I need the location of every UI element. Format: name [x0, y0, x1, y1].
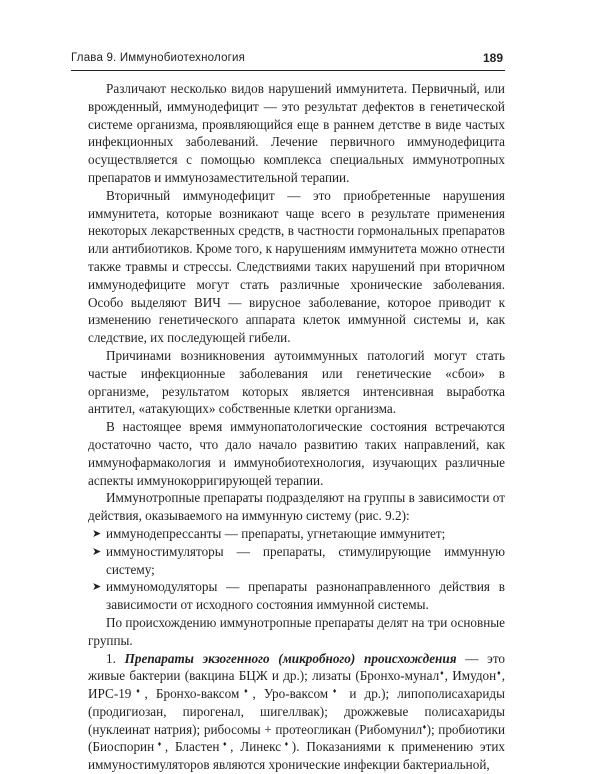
item-number: 1. — [106, 651, 116, 666]
paragraph-secondary-immunodeficiency: Вторичный иммунодефицит — это приобретенные нарушения иммунитета, которые возникают чаще всего в результате применения некоторых лекарственных средств, в частности гормональных препаратов или антибиотиков. Кроме того, к нарушениям иммунитета можно отнести также травмы и стрессы. Следствиями таких нарушений при вторичном иммунодефиците могут стать различные хронические заболевания. Особо выделяют ВИЧ — вирусное заболевание, которое приводит к изменению генетического аппарата клеток иммунной системы и, как следствие, их последующей гибели. — [88, 187, 505, 347]
header-rule — [71, 70, 505, 71]
immunotropic-list — [88, 525, 505, 614]
page-number: 189 — [483, 51, 503, 65]
list-item — [88, 543, 505, 579]
arrowhead-bullet-icon: ➤ — [92, 578, 101, 596]
arrowhead-bullet-icon: ➤ — [92, 543, 101, 561]
registered-mark: ♦ — [131, 687, 144, 695]
list-item — [88, 578, 505, 614]
emphasis-heading: Препараты экзогенного (микробного) происхождения — [125, 651, 457, 666]
registered-mark: ♦ — [239, 687, 252, 695]
registered-mark: ♦ — [154, 740, 165, 748]
registered-mark: ♦ — [219, 740, 230, 748]
paragraph-immunopathology: В настоящее время иммунопатологические состояния встречаются достаточно часто, что дало начало развитию таких направлений, как иммунофармакология и иммунобиотехнология, изучающих различные аспекты иммунокорригирующей терапии. — [88, 418, 505, 489]
running-header — [71, 48, 505, 70]
arrowhead-bullet-icon: ➤ — [92, 525, 101, 543]
chapter-title: Глава 9. Иммунобиотехнология — [71, 52, 245, 64]
registered-mark: ♦ — [439, 669, 444, 677]
registered-mark: ♦ — [422, 723, 426, 731]
list-item — [88, 525, 505, 543]
registered-mark: ♦ — [328, 687, 341, 695]
paragraph-exogenous-preparations: 1. Препараты экзогенного (микробного) происхождения — это живые бактерии (вакцина БЦЖ и др.); лизаты (Бронхо-мунал♦, Имудон♦, ИРС-19♦, Бронхо-ваксом♦, Уро-ваксом♦ и др.); липополисахариды (продигиозан, пирогенал, шигеллвак); дрожжевые полисахариды (нуклеинат натрия); рибосомы + протеогликан (Рибомунил♦); пробиотики (Биоспорин♦, Бластен♦, Линекс♦). Показаниями к применению этих иммуностимуляторов являются хронические инфекции бактериальной, — [88, 650, 505, 774]
paragraph-autoimmune: Причинами возникновения аутоиммунных патологий могут стать частые инфекционные заболевания или генетические «сбои» в организме, результатом которых является интенсивная выработка антител, «атакующих» собственные клетки организма. — [88, 347, 505, 418]
registered-mark: ♦ — [496, 669, 501, 677]
page-body — [88, 80, 505, 774]
list-item-text: иммунодепрессанты — препараты, угнетающие иммунитет; — [106, 526, 445, 541]
paragraph-primary-immunodeficiency: Различают несколько видов нарушений иммунитета. Первичный, или врожденный, иммунодефицит — это результат дефектов в генетической системе организма, проявляющийся еще в раннем детстве в виде частых инфекционных заболеваний. Лечение первичного иммунодефицита осуществляется с помощью комплекса специальных иммунотропных препаратов и иммунозаместительной терапии. — [88, 80, 505, 187]
paragraph-origin-groups: По происхождению иммунотропные препараты делят на три основные группы. — [88, 614, 505, 650]
paragraph-immunotropic-groups: Иммунотропные препараты подразделяют на группы в зависимости от действия, оказываемого на иммунную систему (рис. 9.2): — [88, 489, 505, 525]
registered-mark: ♦ — [281, 740, 292, 748]
list-item-text: иммуномодуляторы — препараты разнонаправленного действия в зависимости от исходного состояния иммунной системы. — [106, 579, 505, 612]
list-item-text: иммуностимуляторы — препараты, стимулирующие иммунную систему; — [106, 544, 505, 577]
